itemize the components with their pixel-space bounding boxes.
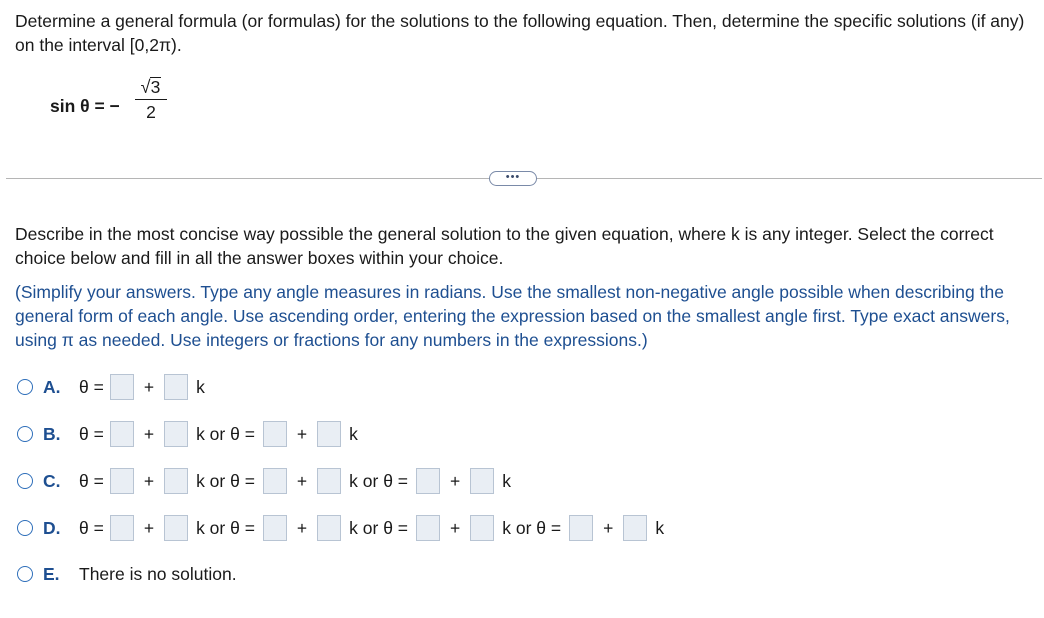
equation-fraction bbox=[135, 76, 167, 123]
answer-box-b1[interactable] bbox=[110, 421, 134, 447]
plus-sign: + bbox=[296, 423, 308, 444]
choice-e[interactable] bbox=[17, 560, 237, 588]
k-or-theta-label: k or θ = bbox=[502, 517, 562, 538]
radio-b[interactable] bbox=[17, 426, 33, 442]
choice-b[interactable] bbox=[17, 420, 358, 448]
answer-box-a1[interactable] bbox=[110, 374, 134, 400]
choice-d-letter: D. bbox=[43, 517, 61, 538]
equation-lhs: sin θ = − bbox=[50, 96, 120, 116]
answer-box-c6[interactable] bbox=[470, 468, 494, 494]
square-root bbox=[141, 76, 162, 98]
answer-box-c4[interactable] bbox=[317, 468, 341, 494]
answer-box-d7[interactable] bbox=[569, 515, 593, 541]
radio-e[interactable] bbox=[17, 566, 33, 582]
plus-sign: + bbox=[450, 517, 461, 538]
fraction-bar bbox=[135, 99, 167, 100]
k-or-theta-label: k or θ = bbox=[349, 470, 409, 491]
answer-box-d4[interactable] bbox=[317, 515, 341, 541]
fraction-numerator bbox=[135, 76, 167, 98]
answer-box-d6[interactable] bbox=[470, 515, 494, 541]
answer-box-c3[interactable] bbox=[263, 468, 287, 494]
choice-e-letter: E. bbox=[43, 563, 60, 584]
k-label: k bbox=[349, 423, 358, 444]
choice-a[interactable] bbox=[17, 373, 205, 401]
answer-box-c5[interactable] bbox=[416, 468, 440, 494]
choice-a-letter: A. bbox=[43, 376, 61, 397]
plus-sign: + bbox=[143, 517, 155, 538]
answer-box-b4[interactable] bbox=[317, 421, 341, 447]
expand-more-button[interactable]: ••• bbox=[489, 171, 537, 186]
answer-box-d8[interactable] bbox=[623, 515, 647, 541]
k-or-theta-label: k or θ = bbox=[196, 470, 255, 491]
plus-sign: + bbox=[143, 376, 155, 397]
choice-c-letter: C. bbox=[43, 470, 61, 491]
answer-box-a2[interactable] bbox=[164, 374, 188, 400]
problem-instruction: Determine a general formula (or formulas) for the solutions to the following equation. Then, determine the specific solutions (if any) on the interval [0,2π). bbox=[15, 11, 1025, 55]
fraction-denominator: 2 bbox=[146, 102, 156, 122]
answer-box-c1[interactable] bbox=[110, 468, 134, 494]
k-or-theta-label: k or θ = bbox=[196, 423, 255, 444]
question-hint: (Simplify your answers. Type any angle measures in radians. Use the smallest non-negative angle possible when describing the general form of each angle. Use ascending order, entering the expression based on the smallest angle first. Type exact answers, using π as needed. Use integers or fractions for any numbers in the expressions.) bbox=[15, 282, 1010, 350]
radical-sign: √ bbox=[140, 77, 151, 97]
answer-box-d1[interactable] bbox=[110, 515, 134, 541]
radio-c[interactable] bbox=[17, 473, 33, 489]
answer-box-d2[interactable] bbox=[164, 515, 188, 541]
k-or-theta-label: k or θ = bbox=[349, 517, 409, 538]
choice-c[interactable] bbox=[17, 467, 511, 495]
theta-label: θ = bbox=[79, 376, 104, 397]
k-label: k bbox=[196, 376, 205, 397]
answer-box-d3[interactable] bbox=[263, 515, 287, 541]
k-or-theta-label: k or θ = bbox=[196, 517, 255, 538]
choice-b-letter: B. bbox=[43, 423, 61, 444]
radicand: 3 bbox=[150, 77, 161, 97]
k-label: k bbox=[655, 517, 665, 538]
plus-sign: + bbox=[296, 517, 308, 538]
question-text: Describe in the most concise way possible the general solution to the given equation, where k is any integer. Select the correct choice below and fill in all the answer boxes within your choice. bbox=[15, 224, 994, 268]
theta-label: θ = bbox=[79, 517, 104, 538]
theta-label: θ = bbox=[79, 470, 104, 491]
radio-a[interactable] bbox=[17, 379, 33, 395]
plus-sign: + bbox=[143, 470, 155, 491]
answer-box-d5[interactable] bbox=[416, 515, 440, 541]
radio-d[interactable] bbox=[17, 520, 33, 536]
choice-d[interactable] bbox=[17, 514, 664, 542]
answer-box-b2[interactable] bbox=[164, 421, 188, 447]
k-label: k bbox=[502, 470, 511, 491]
plus-sign: + bbox=[450, 470, 461, 491]
plus-sign: + bbox=[143, 423, 155, 444]
theta-label: θ = bbox=[79, 423, 104, 444]
answer-box-c2[interactable] bbox=[164, 468, 188, 494]
plus-sign: + bbox=[296, 470, 308, 491]
no-solution-text: There is no solution. bbox=[79, 563, 237, 584]
plus-sign: + bbox=[603, 517, 614, 538]
answer-box-b3[interactable] bbox=[263, 421, 287, 447]
